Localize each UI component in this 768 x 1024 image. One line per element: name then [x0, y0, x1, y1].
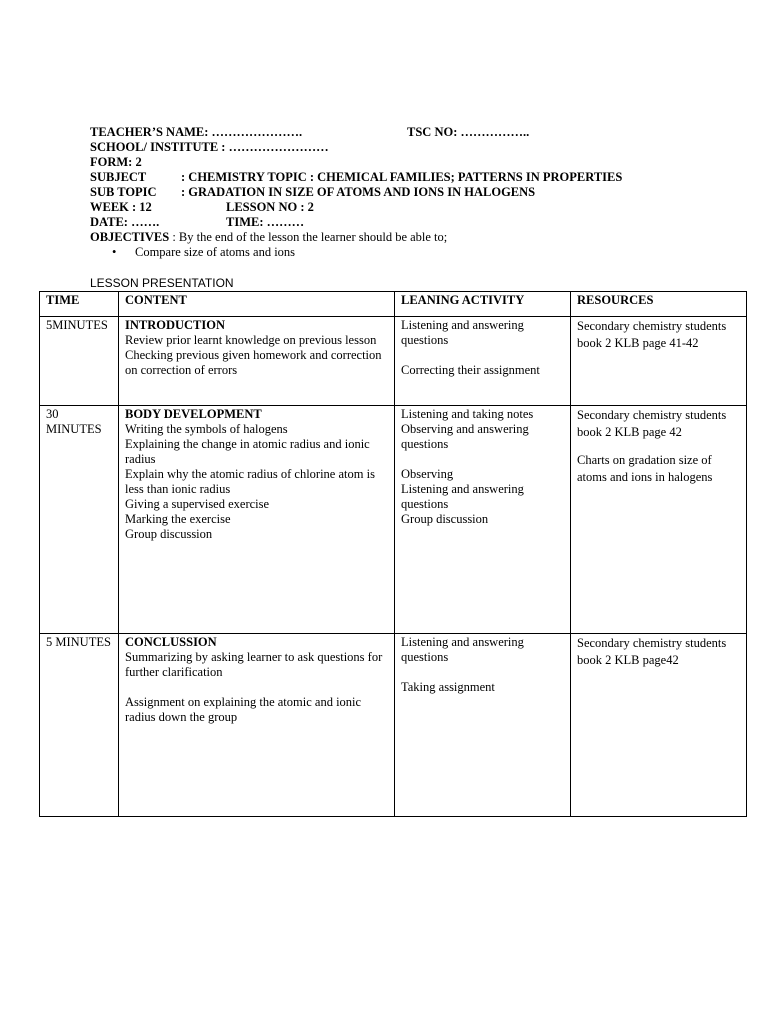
objective-bullet	[112, 245, 295, 260]
time-text: MINUTES	[46, 422, 102, 436]
resources-line: Secondary chemistry students	[577, 636, 727, 650]
content-title: CONCLUSSION	[125, 635, 217, 649]
time-cell	[40, 634, 119, 817]
content-cell	[119, 634, 395, 817]
school-line	[90, 140, 329, 155]
objectives-label: OBJECTIVES	[90, 230, 170, 244]
table-header-row	[40, 292, 747, 317]
activity-cell	[395, 406, 571, 634]
time-text: 5MINUTES	[46, 318, 108, 332]
lesson-no-line: LESSON NO : 2	[226, 200, 314, 214]
activity-line: questions	[401, 333, 449, 347]
content-title: BODY DEVELOPMENT	[125, 407, 262, 421]
activity-line: Listening and answering	[401, 635, 524, 649]
teacher-name-line	[90, 125, 302, 140]
date-line: DATE: …….	[90, 215, 160, 229]
subtopic-value: : GRADATION IN SIZE OF ATOMS AND IONS IN HALOGENS	[181, 185, 536, 199]
header-resources: RESOURCES	[571, 292, 747, 317]
activity-line: Observing and answering	[401, 422, 529, 436]
content-line: Checking previous given homework and correction	[125, 348, 382, 362]
content-cell	[119, 406, 395, 634]
content-line: Assignment on explaining the atomic and ionic	[125, 695, 362, 709]
subtopic-label: SUB TOPIC	[90, 185, 157, 199]
activity-line: Listening and answering	[401, 482, 524, 496]
header-content: CONTENT	[119, 292, 395, 317]
activity-line: Group discussion	[401, 512, 489, 526]
subject-label: SUBJECT	[90, 170, 147, 184]
activity-line: Observing	[401, 467, 454, 481]
resources-line: Secondary chemistry students	[577, 408, 727, 422]
content-line: further clarification	[125, 665, 223, 679]
content-line: radius down the group	[125, 710, 238, 724]
table-row	[40, 406, 747, 634]
resources-line: book 2 KLB page42	[577, 653, 679, 667]
header-activity: LEANING ACTIVITY	[395, 292, 571, 317]
time-text: 30	[46, 407, 59, 421]
resources-cell	[571, 317, 747, 406]
teacher-name-value: ………………….	[211, 125, 303, 139]
content-line: Explaining the change in atomic radius and ionic	[125, 437, 370, 451]
time-line: TIME: ………	[226, 215, 305, 229]
resources-line: Charts on gradation size of	[577, 453, 712, 467]
content-line: Review prior learnt knowledge on previous lesson	[125, 333, 377, 347]
content-line: less than ionic radius	[125, 482, 231, 496]
teacher-name-label: TEACHER’S NAME:	[90, 125, 209, 139]
time-cell	[40, 317, 119, 406]
content-line: Giving a supervised exercise	[125, 497, 270, 511]
objectives-line	[90, 230, 447, 245]
activity-line: questions	[401, 437, 449, 451]
lesson-plan-table	[39, 291, 747, 817]
activity-line: questions	[401, 497, 449, 511]
activity-cell	[395, 317, 571, 406]
content-line: Writing the symbols of halogens	[125, 422, 288, 436]
content-cell	[119, 317, 395, 406]
lesson-presentation-heading: LESSON PRESENTATION	[90, 276, 234, 290]
content-line: on correction of errors	[125, 363, 238, 377]
week-line: WEEK : 12	[90, 200, 152, 214]
header-time: TIME	[40, 292, 119, 317]
content-line: Group discussion	[125, 527, 213, 541]
table-row	[40, 317, 747, 406]
activity-cell	[395, 634, 571, 817]
content-line: radius	[125, 452, 156, 466]
school-value: ……………………	[228, 140, 329, 154]
objectives-text: : By the end of the lesson the learner should be able to;	[169, 230, 448, 244]
objective-bullet-text: Compare size of atoms and ions	[135, 245, 296, 259]
tsc-no-line	[407, 125, 529, 140]
time-text: 5 MINUTES	[46, 635, 111, 649]
time-cell	[40, 406, 119, 634]
bullet-icon: •	[112, 245, 117, 259]
table-row	[40, 634, 747, 817]
resources-cell	[571, 406, 747, 634]
form-line: FORM: 2	[90, 155, 142, 169]
tsc-no-label: TSC NO:	[407, 125, 458, 139]
school-label: SCHOOL/ INSTITUTE :	[90, 140, 226, 154]
resources-line: Secondary chemistry students	[577, 319, 727, 333]
resources-line: book 2 KLB page 41-42	[577, 336, 699, 350]
content-title: INTRODUCTION	[125, 318, 226, 332]
activity-line: Taking assignment	[401, 680, 495, 694]
activity-line: Listening and answering	[401, 318, 524, 332]
activity-line: Correcting their assignment	[401, 363, 540, 377]
activity-line: questions	[401, 650, 449, 664]
resources-line: atoms and ions in halogens	[577, 470, 713, 484]
resources-cell	[571, 634, 747, 817]
tsc-no-value: ……………..	[460, 125, 530, 139]
content-line: Summarizing by asking learner to ask questions for	[125, 650, 383, 664]
resources-line: book 2 KLB page 42	[577, 425, 682, 439]
content-line: Marking the exercise	[125, 512, 231, 526]
activity-line: Listening and taking notes	[401, 407, 534, 421]
subject-value: : CHEMISTRY TOPIC : CHEMICAL FAMILIES; PATTERNS IN PROPERTIES	[181, 170, 623, 184]
content-line: Explain why the atomic radius of chlorine atom is	[125, 467, 375, 481]
